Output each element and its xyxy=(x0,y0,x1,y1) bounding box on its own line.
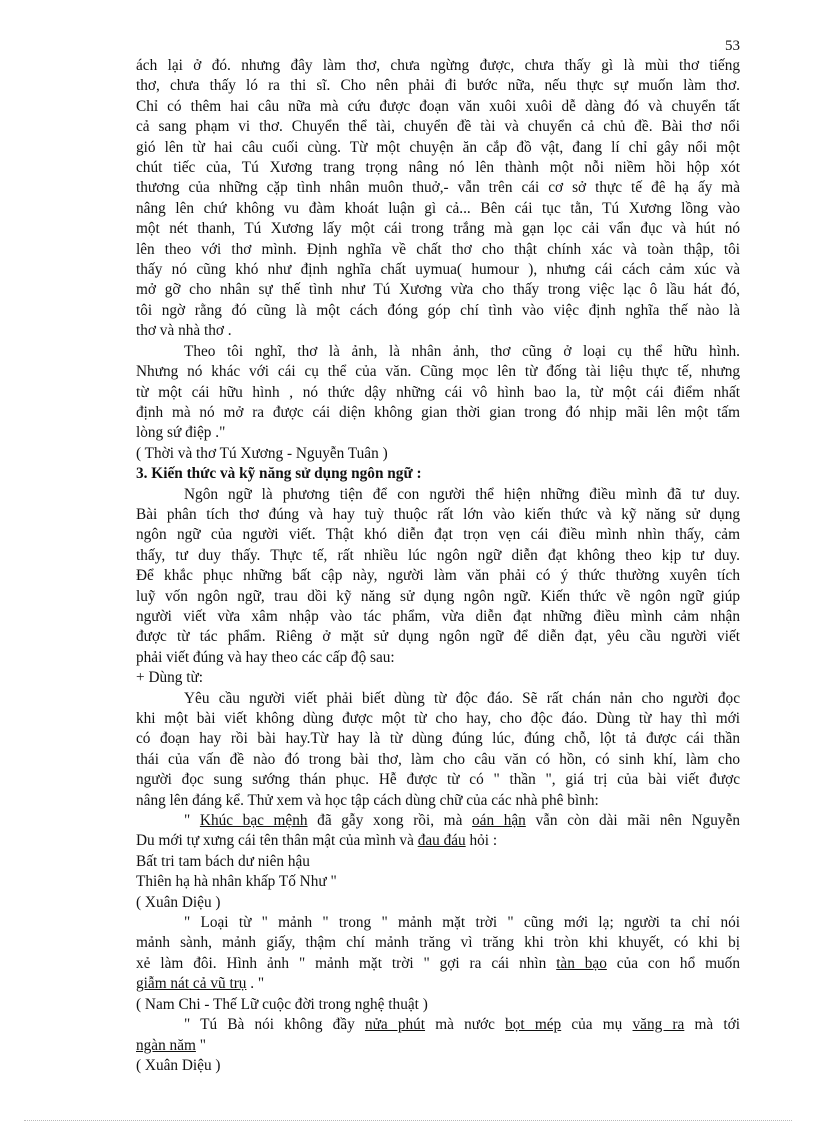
text-line: thơ, chưa thấy ló ra thi sĩ. Cho nên phải đi bước nữa, nếu thực sự muốn làm thơ. xyxy=(136,77,740,95)
text-line: Để khắc phục những bất cập này, người làm văn phải có ý thức thường xuyên tích xyxy=(136,567,740,585)
poem-line: Bất tri tam bách dư niên hậu xyxy=(136,852,310,870)
poem-line: Thiên hạ hà nhân khấp Tố Như " xyxy=(136,873,337,891)
text-line: thơ và nhà thơ . xyxy=(136,322,232,340)
text-line: nâng lên chứ không vu đàm khoát luận gì cả... Bên cái tục tằn, Tú Xương lồng vào xyxy=(136,199,740,217)
citation-xuan-dieu-2: ( Xuân Diệu ) xyxy=(136,1056,221,1074)
text-line: Theo tôi nghĩ, thơ là ảnh, là nhân ảnh, thơ cũng ở loại cụ thể hữu hình. xyxy=(184,342,740,360)
quote-line: ngàn năm " xyxy=(136,1036,206,1054)
text-line: chút tiếc của, Tú Xương trang trọng nâng nó lên thành một nỗi niềm hồi hộp xót xyxy=(136,159,740,177)
quote-line: giẫm nát cả vũ trụ . " xyxy=(136,975,265,993)
quote-line: " Khúc bạc mệnh đã gẫy xong rồi, mà oán hận vẫn còn dài mãi nên Nguyễn xyxy=(184,812,740,830)
underlined-phrase: bọt mép xyxy=(505,1016,562,1034)
text-line: phải viết đúng và hay theo các cấp độ sau: xyxy=(136,648,395,666)
underlined-phrase: giẫm nát cả vũ trụ xyxy=(136,975,247,993)
underlined-phrase: đau đáu xyxy=(417,832,466,850)
text-line: nâng lên đáng kể. Thử xem và học tập cách dùng chữ của các nhà phê bình: xyxy=(136,791,599,809)
text-line: một nét thanh, Tú Xương lấy một cái trong trắng mà gạn lọc cải vẩn đục và hút nó xyxy=(136,220,740,238)
underlined-phrase: tàn bạo xyxy=(556,954,607,972)
text-line: lên theo với thơ mình. Định nghĩa về chất thơ cho thật chính xác và toàn thập, tôi xyxy=(136,240,740,258)
citation-xuan-dieu: ( Xuân Diệu ) xyxy=(136,893,221,911)
underlined-phrase: ngàn năm xyxy=(136,1036,196,1054)
text-line: định mà nó mở ra được cái diện không gian thời gian trong đó nhịp mãi lên một tấm xyxy=(136,403,740,421)
underlined-phrase: nửa phút xyxy=(364,1016,426,1034)
page-number: 53 xyxy=(725,38,740,54)
text-line: ách lại ở đó. nhưng đây làm thơ, chưa ngừng được, chưa thấy gì là mùi thơ tiếng xyxy=(136,57,740,74)
citation-nam-chi: ( Nam Chi - Thế Lữ cuộc đời trong nghệ thuật ) xyxy=(136,995,428,1013)
subheading-dung-tu: + Dùng từ: xyxy=(136,669,204,687)
quote-line: " Tú Bà nói không đầy nửa phút mà nước bọt mép của mụ văng ra mà tới xyxy=(184,1016,740,1034)
quote-line: mảnh sành, mảnh giấy, thậm chí mảnh trăng vì trăng khi tròn khi khuyết, có khi bị xyxy=(136,934,740,952)
text-line: mở gỡ cho nhân sự thế tình như Tú Xương vừa cho thấy trong việc lạc ô lầu hát đó, xyxy=(136,281,740,299)
text-line: khi một bài viết không dùng được một từ cho hay, cho độc đáo. Dùng từ hay thì mới xyxy=(136,710,740,727)
text-line: người viết vừa xâm nhập vào tác phẩm, vừa diễn đạt những điều mình cảm nhận xyxy=(136,607,740,625)
quote-line: Du mới tự xưng cái tên thân mật của mình và đau đáu hỏi : xyxy=(136,832,498,850)
citation-tu-xuong: ( Thời và thơ Tú Xương - Nguyễn Tuân ) xyxy=(136,444,388,462)
text-line: Nhưng nó khác với cái cụ thể của văn. Cũng mọc lên từ đống tài liệu thực tế, nhưng xyxy=(136,363,740,381)
text-line: người đọc sung sướng thán phục. Hễ được từ có " thần ", giá trị của bài viết được xyxy=(136,771,740,789)
text-line: luỹ vốn ngôn ngữ, trau dồi kỹ năng sử dụng ngôn ngữ. Kiến thức về ngôn ngữ giúp xyxy=(136,587,740,605)
underlined-phrase: oán hận xyxy=(472,812,526,830)
text-line: gió lên từ hai câu cuối cùng. Từ một chuyện ăn cắp đồ vật, đang lí chỉ gây nổi một xyxy=(136,138,740,156)
text-line: có đoạn hay rồi bài hay.Từ hay là từ dùng đúng lúc, đúng chỗ, lột tả được cái thần xyxy=(136,730,740,748)
quote-line: " Loại từ " mảnh " trong " mảnh mặt trời " cũng mới lạ; người ta chỉ nói xyxy=(184,914,740,932)
text-line: Yêu cầu người viết phải biết dùng từ độc đáo. Sẽ rất chán nản cho người đọc xyxy=(184,689,740,707)
text-line: tôi ngờ rằng đó cũng là một cách đóng góp chí tình vào việc định nghĩa thế nào là xyxy=(136,301,740,319)
text-line: cả sang phạm vi thơ. Chuyển thể tài, chuyển đề tài và chuyển cả chủ đề. Bài thơ nổi xyxy=(136,118,740,136)
text-line: Bài phân tích thơ đúng và hay tuỳ thuộc rất lớn vào kiến thức và kỹ năng sử dụng xyxy=(136,505,740,523)
quote-line: xẻ làm đôi. Hình ảnh " mảnh mặt trời " gợi ra cái nhìn tàn bạo của con hổ muốn xyxy=(136,954,740,972)
text-line: Ngôn ngữ là phương tiện để con người thể hiện những điều mình đã tư duy. xyxy=(184,485,740,503)
section-heading: 3. Kiến thức và kỹ năng sử dụng ngôn ngữ : xyxy=(136,465,422,483)
text-line: từ một cái hữu hình , nó thức dậy những cái vô hình bao la, từ một cái điểm nhất xyxy=(136,383,740,401)
page-bottom-divider xyxy=(24,1120,792,1121)
text-line: được từ tác phẩm. Riêng ở mặt sử dụng ngôn ngữ để diễn đạt, yêu cầu người viết xyxy=(136,628,740,646)
underlined-phrase: văng ra xyxy=(632,1016,685,1034)
text-line: thương của những cặp tình nhân muôn thuở,- vẫn trên cái cơ sở thực tế đê hạ ấy mà xyxy=(136,179,740,197)
text-line: lòng sứ điệp ." xyxy=(136,424,226,442)
text-line: thái của vấn đề nào đó trong bài thơ, làm cho câu văn có hồn, có sinh khí, làm cho xyxy=(136,750,740,768)
underlined-phrase: Khúc bạc mệnh xyxy=(199,812,308,830)
text-line: Chỉ có thêm hai câu nữa mà cứu được đoạn văn xuôi xuôi dễ dàng đó và chuyển tất xyxy=(136,97,740,115)
text-line: thấy nó cũng khó như định nghĩa chất uymua( humour ), nhưng cái cách cảm xúc và xyxy=(136,261,740,279)
text-line: ngôn ngữ của người viết. Thật khó diễn đạt trọn vẹn cái điều mình nhìn thấy, cảm xyxy=(136,526,740,544)
body-text xyxy=(136,56,740,1076)
text-line: thấy, tư duy thấy. Thực tế, rất nhiều lúc ngôn ngữ diễn đạt không theo kịp tư duy. xyxy=(136,546,740,564)
